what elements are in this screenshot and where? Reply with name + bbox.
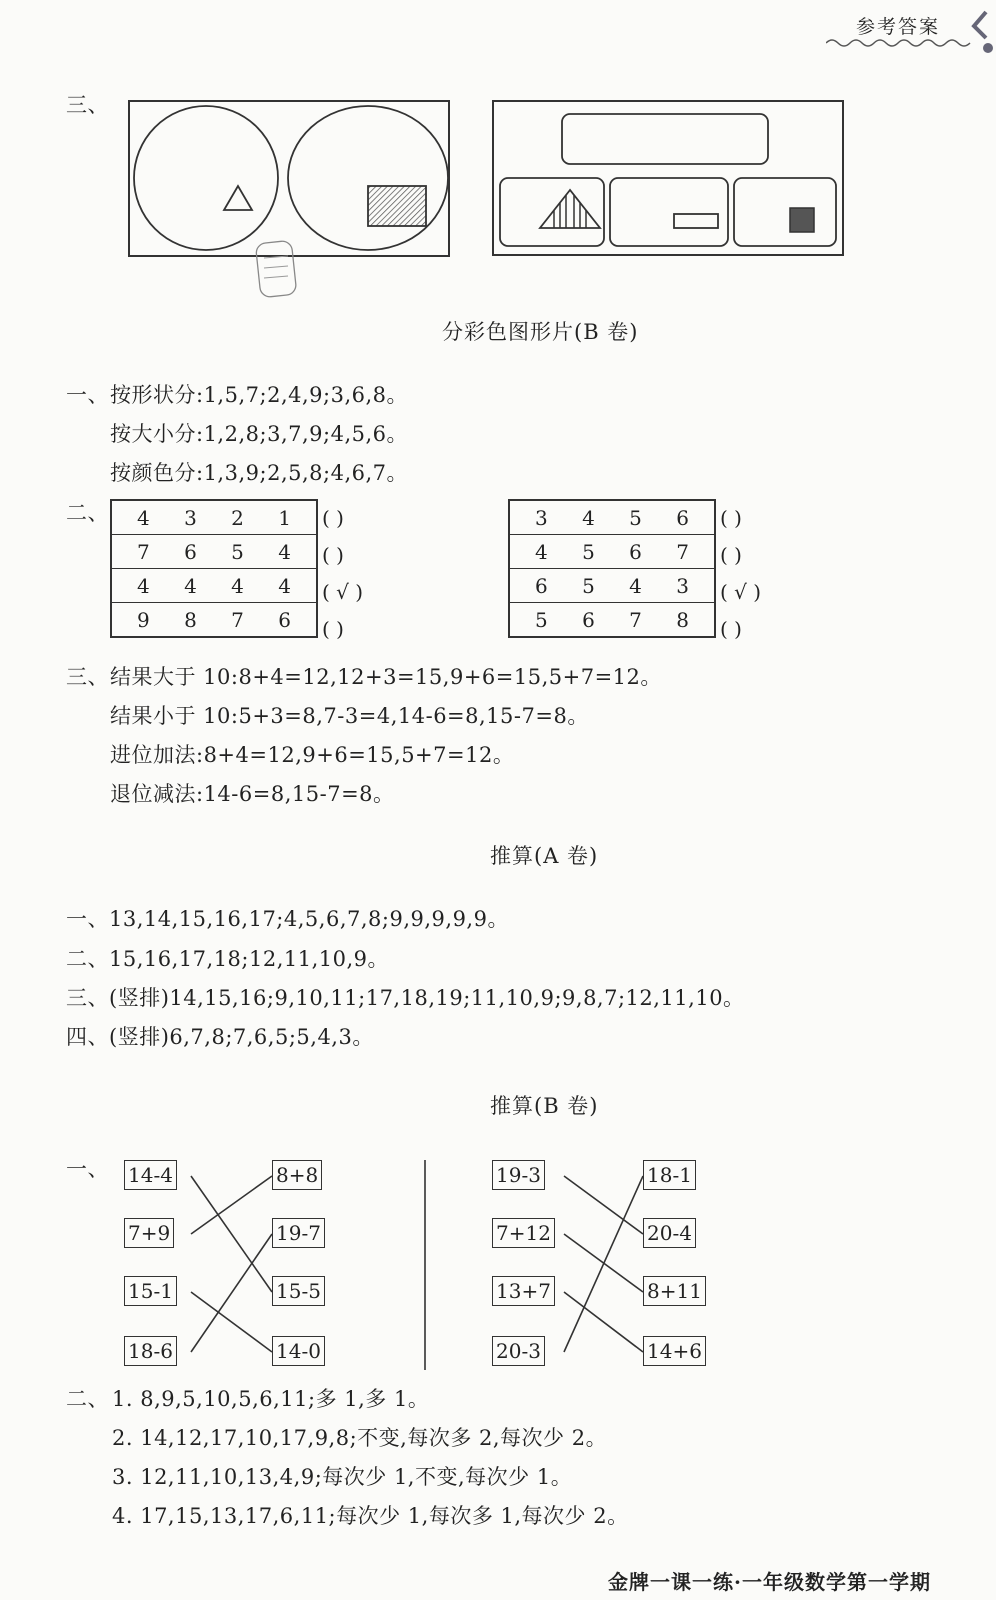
match-line — [191, 1292, 272, 1352]
answer-mark: ( ) — [322, 506, 344, 530]
table-row: 3 4 5 6 — [509, 500, 715, 535]
expression-box: 8+8 — [272, 1160, 322, 1190]
expression-box: 18-6 — [124, 1336, 177, 1366]
answer-mark-checked: ( √ ) — [322, 580, 364, 604]
expression-box: 20-4 — [643, 1218, 696, 1248]
match-line — [564, 1176, 643, 1234]
infer-a-line: 四、(竖排)6,7,8;7,6,5;5,4,3。 — [66, 1025, 374, 1049]
section-title-color-b: 分彩色图形片(B 卷) — [442, 320, 639, 344]
infer-a-line: 三、(竖排)14,15,16;9,10,11;17,18,19;11,10,9;9,8,7;12,11,10。 — [66, 986, 745, 1010]
match-line — [564, 1292, 643, 1352]
table-row: 6 5 4 3 — [509, 569, 715, 603]
answer-mark: ( ) — [322, 617, 344, 641]
footer-book-title: 金牌一课一练·一年级数学第一学期 — [608, 1570, 931, 1594]
q3-label: 三、 — [66, 665, 109, 689]
section-title-infer-a: 推算(A 卷) — [490, 844, 599, 868]
answer-mark: ( ) — [720, 543, 742, 567]
table-row: 4 5 6 7 — [509, 535, 715, 569]
q1-line: 按颜色分:1,3,9;2,5,8;4,6,7。 — [110, 461, 409, 485]
q3-line: 结果大于 10:8+4=12,12+3=15,9+6=15,5+7=12。 — [110, 665, 662, 689]
infer-a-line: 二、15,16,17,18;12,11,10,9。 — [66, 947, 390, 971]
expression-box: 7+12 — [492, 1218, 555, 1248]
infer-b-q1-label: 一、 — [66, 1157, 109, 1181]
expression-box: 19-3 — [492, 1160, 545, 1190]
expression-box: 14-0 — [272, 1336, 325, 1366]
q1-line: 按形状分:1,5,7;2,4,9;3,6,8。 — [110, 383, 409, 407]
answer-mark: ( ) — [720, 617, 742, 641]
table-row: 9 8 7 6 — [111, 603, 317, 638]
expression-box: 15-1 — [124, 1276, 177, 1306]
expression-box: 8+11 — [643, 1276, 706, 1306]
table-row: 4 3 2 1 — [111, 500, 317, 535]
infer-b-q2-label: 二、 — [66, 1387, 109, 1411]
expression-box: 19-7 — [272, 1218, 325, 1248]
q1-line: 按大小分:1,2,8;3,7,9;4,5,6。 — [110, 422, 409, 446]
q3-line: 结果小于 10:5+3=8,7-3=4,14-6=8,15-7=8。 — [110, 704, 589, 728]
answer-mark-checked: ( √ ) — [720, 580, 762, 604]
header-tag: 参考答案 — [856, 16, 941, 38]
expression-box: 7+9 — [124, 1218, 174, 1248]
infer-b-q2-line: 3. 12,11,10,13,4,9;每次少 1,不变,每次少 1。 — [112, 1465, 573, 1489]
q3-line: 进位加法:8+4=12,9+6=15,5+7=12。 — [110, 743, 515, 767]
expression-box: 20-3 — [492, 1336, 545, 1366]
match-line — [191, 1234, 272, 1352]
q2-label: 二、 — [66, 501, 109, 525]
expression-box: 18-1 — [643, 1160, 696, 1190]
expression-box: 15-5 — [272, 1276, 325, 1306]
top-part-label: 三、 — [66, 93, 109, 117]
infer-b-q2-line: 4. 17,15,13,17,6,11;每次少 1,每次多 1,每次少 2。 — [112, 1504, 629, 1528]
q3-line: 退位减法:14-6=8,15-7=8。 — [110, 782, 395, 806]
expression-box: 14-4 — [124, 1160, 177, 1190]
expression-box: 13+7 — [492, 1276, 555, 1306]
table-row: 7 6 5 4 — [111, 535, 317, 569]
table-row: 5 6 7 8 — [509, 603, 715, 638]
answer-mark: ( ) — [322, 543, 344, 567]
infer-b-q2-line: 1. 8,9,5,10,5,6,11;多 1,多 1。 — [112, 1387, 430, 1411]
infer-b-q2-line: 2. 14,12,17,10,17,9,8;不变,每次多 2,每次少 2。 — [112, 1426, 608, 1450]
table-row: 4 4 4 4 — [111, 569, 317, 603]
q1-label: 一、 — [66, 383, 109, 407]
section-title-infer-b: 推算(B 卷) — [490, 1094, 599, 1118]
match-line — [191, 1176, 272, 1292]
answer-mark: ( ) — [720, 506, 742, 530]
infer-a-line: 一、13,14,15,16,17;4,5,6,7,8;9,9,9,9,9。 — [66, 907, 509, 931]
match-line — [191, 1176, 272, 1234]
match-line — [564, 1176, 643, 1352]
expression-box: 14+6 — [643, 1336, 706, 1366]
